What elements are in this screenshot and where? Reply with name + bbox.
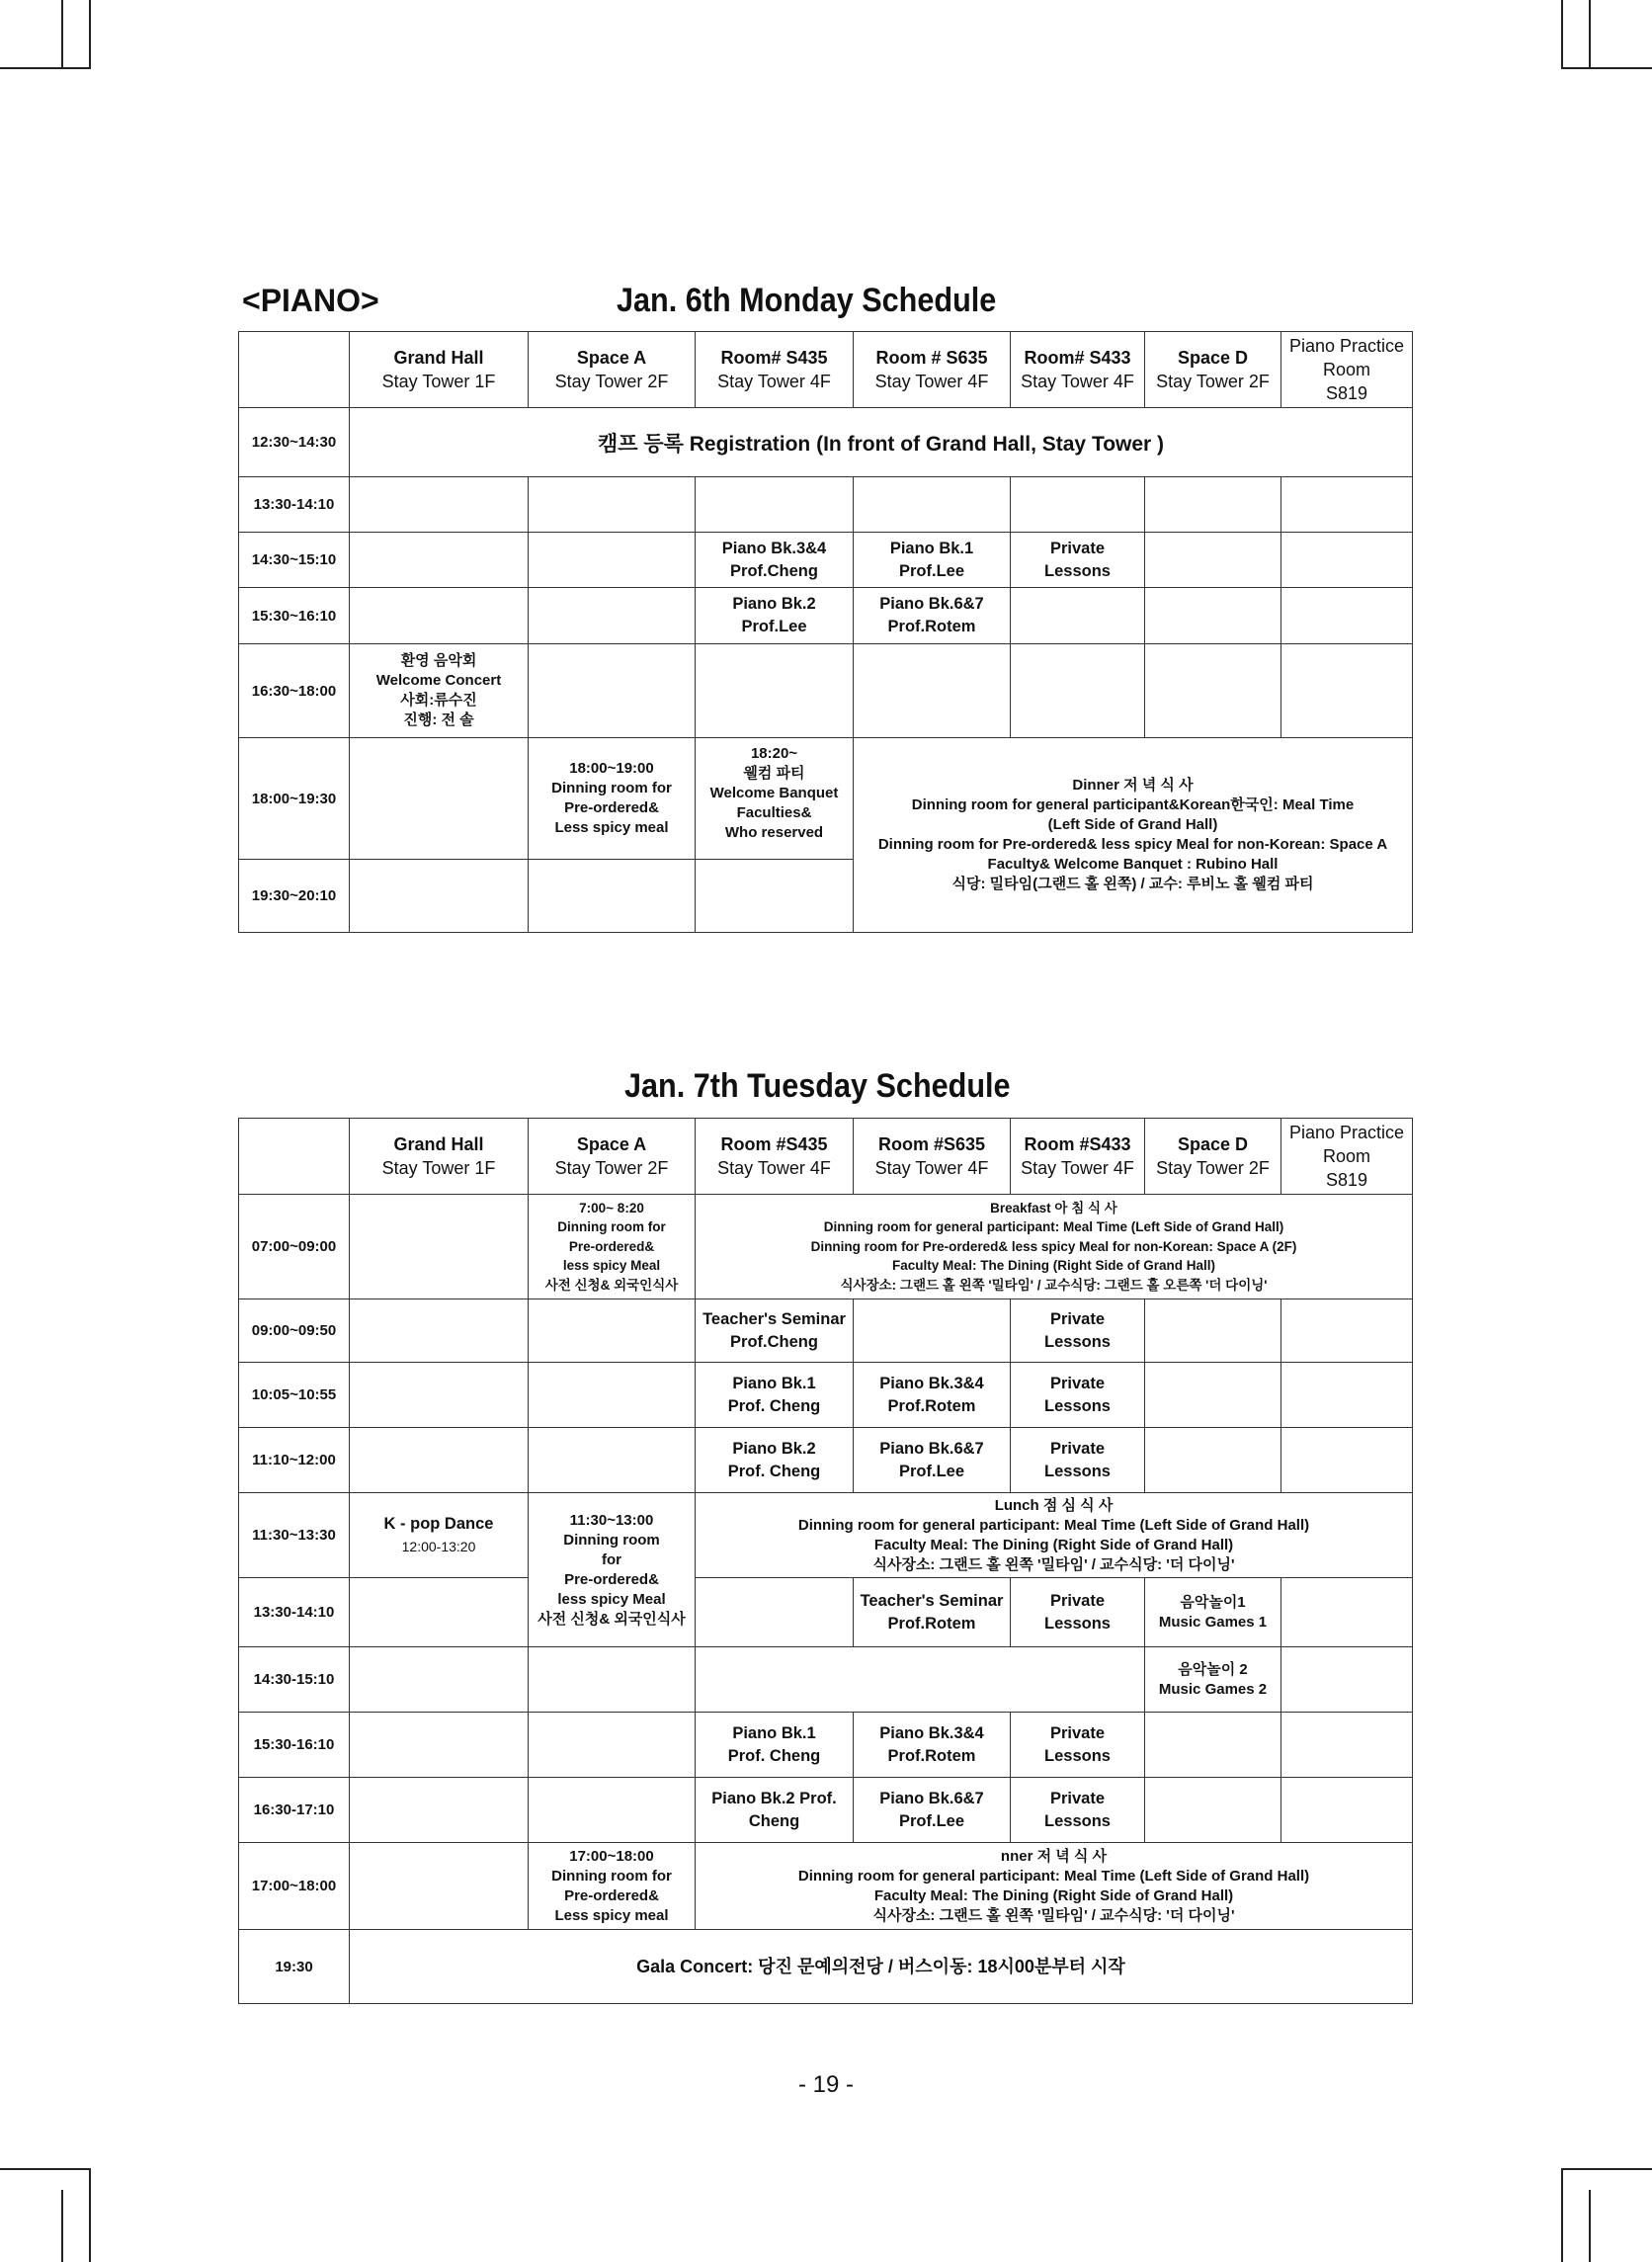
gala-concert-cell: Gala Concert: 당진 문예의전당 / 버스이동: 18시00분부터 시작 — [350, 1930, 1413, 2004]
empty-cell — [529, 1647, 696, 1713]
class-cell: Piano Bk.6&7 Prof.Lee — [854, 1778, 1011, 1843]
time-cell: 15:30-16:10 — [239, 1713, 350, 1778]
empty-cell — [1011, 588, 1145, 644]
class-cell: Piano Bk.2 Prof.Lee — [696, 588, 854, 644]
table-row — [239, 1930, 1413, 2004]
empty-cell — [1281, 1647, 1413, 1713]
table-row — [239, 1195, 1413, 1299]
crop-mark — [89, 2168, 91, 2262]
time-cell: 15:30~16:10 — [239, 588, 350, 644]
header-row — [239, 1119, 1413, 1195]
class-cell: Piano Bk.3&4 Prof.Rotem — [854, 1713, 1011, 1778]
class-cell: Piano Bk.3&4 Prof.Rotem — [854, 1363, 1011, 1428]
time-cell: 17:00~18:00 — [239, 1843, 350, 1930]
empty-cell — [350, 1647, 529, 1713]
col-header-s635: Room # S635 Stay Tower 4F — [854, 332, 1011, 408]
col-header-s435: Room #S435 Stay Tower 4F — [696, 1119, 854, 1195]
col-header-practice-room: Piano Practice Room S819 — [1281, 1119, 1413, 1195]
time-cell: 19:30 — [239, 1930, 350, 2004]
table-row — [239, 1843, 1413, 1930]
class-cell: Piano Bk.2 Prof. Cheng — [696, 1428, 854, 1493]
time-cell: 19:30~20:10 — [239, 860, 350, 933]
empty-cell — [1145, 477, 1281, 533]
time-cell: 12:30~14:30 — [239, 408, 350, 477]
empty-cell — [529, 1363, 696, 1428]
empty-cell — [1145, 1299, 1281, 1363]
lunch-space-a-cell: 11:30~13:00 Dinning room for Pre-ordered& less spicy Meal 사전 신청& 외국인식사 — [529, 1493, 696, 1647]
crop-mark — [1589, 0, 1591, 69]
empty-cell — [1145, 533, 1281, 588]
empty-cell — [1145, 588, 1281, 644]
time-cell: 14:30~15:10 — [239, 533, 350, 588]
empty-cell — [854, 644, 1011, 738]
table-row — [239, 1713, 1413, 1778]
table-row — [239, 588, 1413, 644]
col-header-practice-room: Piano Practice Room S819 — [1281, 332, 1413, 408]
class-cell: Piano Bk.2 Prof. Cheng — [696, 1778, 854, 1843]
class-cell: Piano Bk.1 Prof. Cheng — [696, 1363, 854, 1428]
empty-cell — [1281, 588, 1413, 644]
col-header-space-d: Space D Stay Tower 2F — [1145, 332, 1281, 408]
table-row — [239, 1428, 1413, 1493]
table-row — [239, 477, 1413, 533]
private-lessons-cell: Private Lessons — [1011, 1363, 1145, 1428]
empty-cell — [529, 860, 696, 933]
private-lessons-cell: Private Lessons — [1011, 1299, 1145, 1363]
empty-cell — [350, 1428, 529, 1493]
empty-cell — [1281, 1778, 1413, 1843]
empty-cell — [1145, 644, 1281, 738]
time-cell: 09:00~09:50 — [239, 1299, 350, 1363]
crop-mark — [1561, 67, 1652, 69]
table-row — [239, 1578, 1413, 1647]
empty-cell — [350, 1578, 529, 1647]
crop-mark — [61, 2190, 63, 2262]
breakfast-space-a-cell: 7:00~ 8:20 Dinning room for Pre-ordered& less spicy Meal 사전 신청& 외국인식사 — [529, 1195, 696, 1299]
kpop-dance-cell: K - pop Dance 12:00-13:20 — [350, 1493, 529, 1578]
col-header-grand-hall: Grand Hall Stay Tower 1F — [350, 1119, 529, 1195]
empty-cell — [1281, 1713, 1413, 1778]
tuesday-schedule-table — [238, 1118, 1413, 2004]
dinner-space-a-cell: 17:00~18:00 Dinning room for Pre-ordered& Less spicy meal — [529, 1843, 696, 1930]
monday-schedule-table — [238, 331, 1413, 933]
empty-cell — [350, 1363, 529, 1428]
welcome-banquet-cell: 18:20~ 웰컴 파티 Welcome Banquet Faculties& Who reserved — [696, 738, 854, 860]
empty-cell — [350, 533, 529, 588]
empty-cell — [1281, 1363, 1413, 1428]
time-cell: 16:30-17:10 — [239, 1778, 350, 1843]
dinner-info-cell: nner 저 녁 식 사 Dinning room for general participant: Meal Time (Left Side of Grand Hall) Faculty Meal: The Dining (Right Side of Grand Hall) 식사장소: 그랜드 홀 왼쪽 '밀타임' / 교수식당: '더 다이닝' — [696, 1843, 1413, 1930]
private-lessons-cell: Private Lessons — [1011, 1778, 1145, 1843]
class-cell: Piano Bk.6&7 Prof.Rotem — [854, 588, 1011, 644]
time-cell: 13:30-14:10 — [239, 1578, 350, 1647]
col-header-space-a: Space A Stay Tower 2F — [529, 332, 696, 408]
col-header-s635: Room #S635 Stay Tower 4F — [854, 1119, 1011, 1195]
col-header-s435: Room# S435 Stay Tower 4F — [696, 332, 854, 408]
tuesday-title: Jan. 7th Tuesday Schedule — [624, 1067, 1011, 1105]
empty-cell — [350, 738, 529, 860]
empty-cell — [696, 644, 854, 738]
time-cell: 18:00~19:30 — [239, 738, 350, 860]
col-header-grand-hall: Grand Hall Stay Tower 1F — [350, 332, 529, 408]
class-cell: Private Lessons — [1011, 533, 1145, 588]
registration-cell: 캠프 등록 Registration (In front of Grand Hall, Stay Tower ) — [350, 408, 1413, 477]
private-lessons-cell: Private Lessons — [1011, 1713, 1145, 1778]
empty-cell — [529, 477, 696, 533]
table-row — [239, 1493, 1413, 1578]
empty-cell — [1011, 477, 1145, 533]
empty-cell — [854, 1299, 1011, 1363]
empty-cell — [854, 477, 1011, 533]
empty-cell — [696, 860, 854, 933]
crop-mark — [61, 0, 63, 69]
empty-cell — [696, 1647, 1145, 1713]
breakfast-info-cell: Breakfast 아 침 식 사 Dinning room for general participant: Meal Time (Left Side of Grand Hall) Dinning room for Pre-ordered& less spicy Meal for non-Korean: Space A (2F) Faculty Meal: The Dining (Right Side of Grand Hall) 식사장소: 그랜드 홀 왼쪽 '밀타임' / 교수식당: 그랜드 홀 오른쪽 '더 다이닝' — [696, 1195, 1413, 1299]
empty-cell — [350, 1299, 529, 1363]
class-cell: Piano Bk.1 Prof.Lee — [854, 533, 1011, 588]
empty-cell — [350, 1713, 529, 1778]
table-row — [239, 738, 1413, 860]
empty-cell — [350, 860, 529, 933]
table-row — [239, 533, 1413, 588]
crop-mark — [1561, 2168, 1563, 2262]
empty-cell — [529, 1428, 696, 1493]
crop-mark — [0, 2168, 91, 2170]
crop-mark — [1589, 2190, 1591, 2262]
section-label: <PIANO> — [242, 283, 379, 318]
empty-cell — [529, 1299, 696, 1363]
empty-cell — [1281, 533, 1413, 588]
empty-cell — [529, 644, 696, 738]
corner-cell — [239, 332, 350, 408]
table-row — [239, 1363, 1413, 1428]
empty-cell — [529, 588, 696, 644]
empty-cell — [1281, 1578, 1413, 1647]
seminar-cell: Teacher's Seminar Prof.Rotem — [854, 1578, 1011, 1647]
empty-cell — [1145, 1778, 1281, 1843]
empty-cell — [1281, 477, 1413, 533]
col-header-space-a: Space A Stay Tower 2F — [529, 1119, 696, 1195]
empty-cell — [696, 1578, 854, 1647]
empty-cell — [529, 1713, 696, 1778]
dinner-info-cell: Dinner 저 녁 식 사 Dinning room for general participant&Korean한국인: Meal Time (Left Side of Grand Hall) Dinning room for Pre-ordered& less spicy Meal for non-Korean: Space A Faculty& Welcome Banquet : Rubino Hall 식당: 밀타임(그랜드 홀 왼쪽) / 교수: 루비노 홀 웰컴 파티 — [854, 738, 1413, 933]
empty-cell — [1281, 1299, 1413, 1363]
empty-cell — [350, 477, 529, 533]
private-lessons-cell: Private Lessons — [1011, 1428, 1145, 1493]
empty-cell — [1145, 1428, 1281, 1493]
empty-cell — [1011, 644, 1145, 738]
table-row — [239, 644, 1413, 738]
lunch-info-cell: Lunch 점 심 식 사 Dinning room for general participant: Meal Time (Left Side of Grand Hall) Faculty Meal: The Dining (Right Side of Grand Hall) 식사장소: 그랜드 홀 왼쪽 '밀타임' / 교수식당: '더 다이닝' — [696, 1493, 1413, 1578]
welcome-concert-cell: 환영 음악회 Welcome Concert 사회:류수진 진행: 전 솔 — [350, 644, 529, 738]
time-cell: 14:30-15:10 — [239, 1647, 350, 1713]
empty-cell — [350, 1843, 529, 1930]
time-cell: 07:00~09:00 — [239, 1195, 350, 1299]
music-games-cell: 음악놀이1 Music Games 1 — [1145, 1578, 1281, 1647]
page-number: - 19 - — [797, 2071, 854, 2098]
class-cell: Piano Bk.1 Prof. Cheng — [696, 1713, 854, 1778]
private-lessons-cell: Private Lessons — [1011, 1578, 1145, 1647]
crop-mark — [0, 67, 91, 69]
empty-cell — [1281, 644, 1413, 738]
time-cell: 16:30~18:00 — [239, 644, 350, 738]
empty-cell — [529, 533, 696, 588]
seminar-cell: Teacher's Seminar Prof.Cheng — [696, 1299, 854, 1363]
music-games-cell: 음악놀이 2 Music Games 2 — [1145, 1647, 1281, 1713]
time-cell: 10:05~10:55 — [239, 1363, 350, 1428]
class-cell: Piano Bk.6&7 Prof.Lee — [854, 1428, 1011, 1493]
crop-mark — [1561, 0, 1563, 69]
col-header-s433: Room #S433 Stay Tower 4F — [1011, 1119, 1145, 1195]
crop-mark — [1561, 2168, 1652, 2170]
empty-cell — [1281, 1428, 1413, 1493]
empty-cell — [696, 477, 854, 533]
table-row — [239, 1778, 1413, 1843]
table-row — [239, 1299, 1413, 1363]
time-cell: 13:30-14:10 — [239, 477, 350, 533]
corner-cell — [239, 1119, 350, 1195]
col-header-space-d: Space D Stay Tower 2F — [1145, 1119, 1281, 1195]
empty-cell — [1145, 1363, 1281, 1428]
col-header-s433: Room# S433 Stay Tower 4F — [1011, 332, 1145, 408]
time-cell: 11:30~13:30 — [239, 1493, 350, 1578]
header-row — [239, 332, 1413, 408]
class-cell: Piano Bk.3&4 Prof.Cheng — [696, 533, 854, 588]
empty-cell — [529, 1778, 696, 1843]
crop-mark — [89, 0, 91, 69]
empty-cell — [350, 1778, 529, 1843]
dinner-space-a-cell: 18:00~19:00 Dinning room for Pre-ordered& Less spicy meal — [529, 738, 696, 860]
monday-title: Jan. 6th Monday Schedule — [617, 282, 997, 319]
time-cell: 11:10~12:00 — [239, 1428, 350, 1493]
empty-cell — [1145, 1713, 1281, 1778]
table-row — [239, 408, 1413, 477]
empty-cell — [350, 588, 529, 644]
empty-cell — [350, 1195, 529, 1299]
table-row — [239, 1647, 1413, 1713]
